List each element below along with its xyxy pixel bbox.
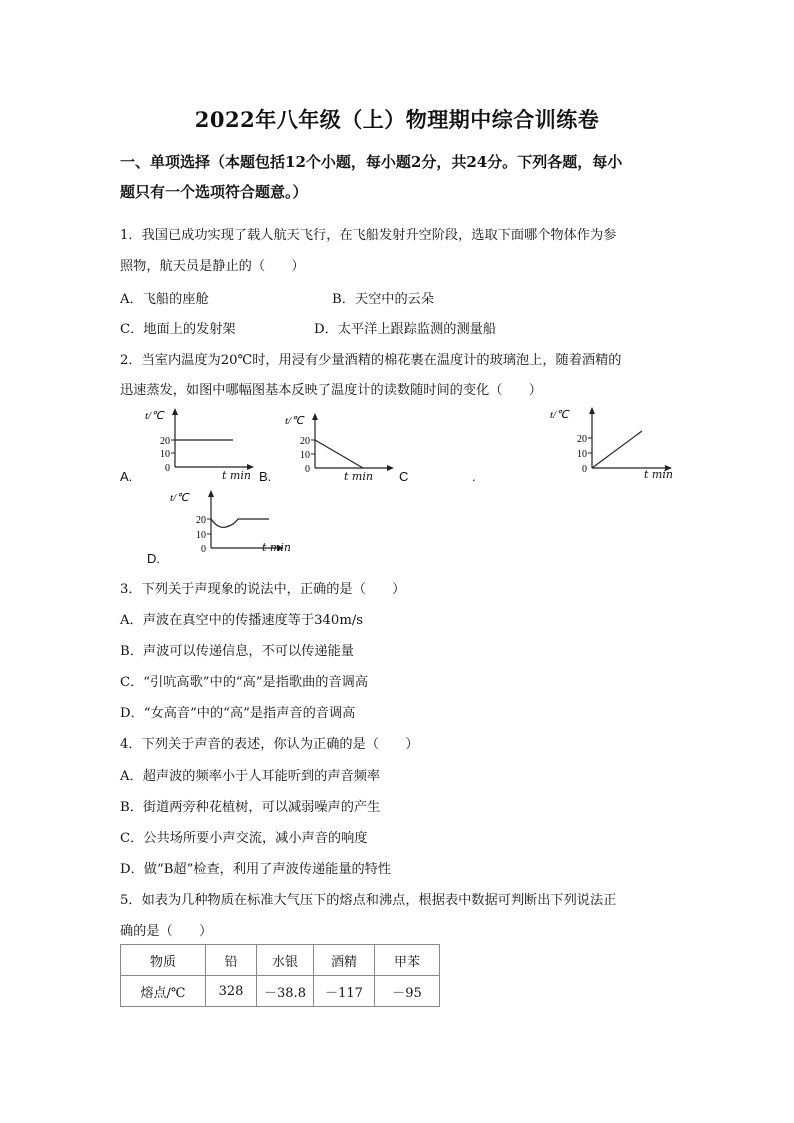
table-header-row — [121, 945, 440, 976]
q2-stem-line2: 迅速蒸发，如图中哪幅图基本反映了温度计的读数随时间的变化（ ） — [120, 383, 542, 398]
graph-a-tick-20: 20 — [160, 436, 170, 447]
graph-b-tick-10: 10 — [300, 450, 310, 461]
q3-option-c: C．“引吭高歌”中的“高”是指歌曲的音调高 — [120, 675, 369, 690]
option-d-label: D. — [147, 551, 160, 566]
q1-stem-line1: 1．我国已成功实现了载人航天飞行，在飞船发射升空阶段，选取下面哪个物体作为参 — [120, 228, 617, 243]
section-heading-line2: 题只有一个选项符合题意。） — [120, 183, 308, 201]
graph-a-tick-10: 10 — [160, 449, 170, 460]
table-cell: 328 — [206, 976, 257, 1007]
graph-a-xlabel: t min — [222, 469, 251, 482]
graph-c-xlabel: t min — [644, 468, 673, 481]
q3-stem: 3．下列关于声现象的说法中，正确的是（ ） — [120, 582, 406, 597]
q4-stem: 4．下列关于声音的表述，你认为正确的是（ ） — [120, 737, 419, 752]
q1-stem-line2: 照物，航天员是静止的（ ） — [120, 259, 305, 274]
section-heading-line1: 一、单项选择（本题包括12个小题，每小题2分，共24分。下列各题，每小 — [120, 153, 623, 171]
q4-option-c: C．公共场所要小声交流，减小声音的响度 — [120, 831, 368, 846]
q1-option-b: B．天空中的云朵 — [332, 292, 435, 307]
q1-option-c: C．地面上的发射架 — [120, 322, 236, 337]
table-cell: 甲苯 — [375, 945, 440, 976]
table-cell: －38.8 — [257, 976, 314, 1007]
graph-d-xlabel: t min — [262, 541, 291, 554]
q1-option-d: D．太平洋上跟踪监测的测量船 — [314, 322, 497, 337]
table-cell: 酒精 — [314, 945, 375, 976]
q3-option-a: A．声波在真空中的传播速度等于340m/s — [120, 613, 364, 628]
graph-b-curve — [315, 440, 363, 468]
graph-d-ylabel: t/℃ — [170, 492, 189, 504]
q1-option-a: A．飞船的座舱 — [120, 292, 209, 307]
graph-a-ylabel: t/℃ — [145, 410, 164, 422]
option-c-label: C — [399, 469, 409, 484]
graph-c-curve — [592, 431, 642, 468]
melting-point-table — [120, 944, 440, 1007]
graph-c-tick-10: 10 — [577, 449, 587, 460]
q3-option-b: B．声波可以传递信息，不可以传递能量 — [120, 644, 354, 659]
graph-d-tick-0: 0 — [201, 544, 206, 555]
q4-option-d: D．做“B超”检查，利用了声波传递能量的特性 — [120, 862, 392, 877]
q3-option-d: D．“女高音”中的“高”是指声音的音调高 — [120, 706, 356, 721]
graph-c — [548, 402, 678, 477]
graph-c-tick-20: 20 — [577, 434, 587, 445]
graph-d-tick-20: 20 — [196, 515, 206, 526]
option-a-label: A. — [120, 469, 133, 484]
graph-d-tick-10: 10 — [196, 530, 206, 541]
graph-c-tick-0: 0 — [582, 464, 587, 475]
graph-c-ylabel: t/℃ — [550, 409, 569, 421]
graph-a-tick-0: 0 — [165, 463, 170, 474]
table-cell: 铅 — [206, 945, 257, 976]
page-title: 2022年八年级（上）物理期中综合训练卷 — [194, 107, 600, 132]
q4-option-b: B．街道两旁种花植树，可以减弱噪声的产生 — [120, 800, 381, 815]
graph-b-tick-0: 0 — [305, 464, 310, 475]
table-cell: －117 — [314, 976, 375, 1007]
q2-stem-line1: 2．当室内温度为20℃时，用浸有少量酒精的棉花裹在温度计的玻璃泡上，随着酒精的 — [120, 353, 622, 368]
table-cell: 物质 — [121, 945, 206, 976]
option-c-dot: . — [472, 469, 476, 484]
table-cell: 水银 — [257, 945, 314, 976]
option-b-label: B. — [259, 469, 272, 484]
table-cell: －95 — [375, 976, 440, 1007]
graph-b — [280, 410, 400, 482]
table-row — [121, 976, 440, 1007]
q5-stem-line1: 5．如表为几种物质在标准大气压下的熔点和沸点，根据表中数据可判断出下列说法正 — [120, 893, 617, 908]
graph-b-ylabel: t/℃ — [285, 415, 304, 427]
q5-stem-line2: 确的是（ ） — [120, 924, 213, 939]
graph-b-xlabel: t min — [344, 470, 373, 483]
table-cell: 熔点/℃ — [121, 976, 206, 1007]
q4-option-a: A．超声波的频率小于人耳能听到的声音频率 — [120, 769, 381, 784]
graph-d-curve — [211, 519, 269, 527]
graph-b-tick-20: 20 — [300, 436, 310, 447]
